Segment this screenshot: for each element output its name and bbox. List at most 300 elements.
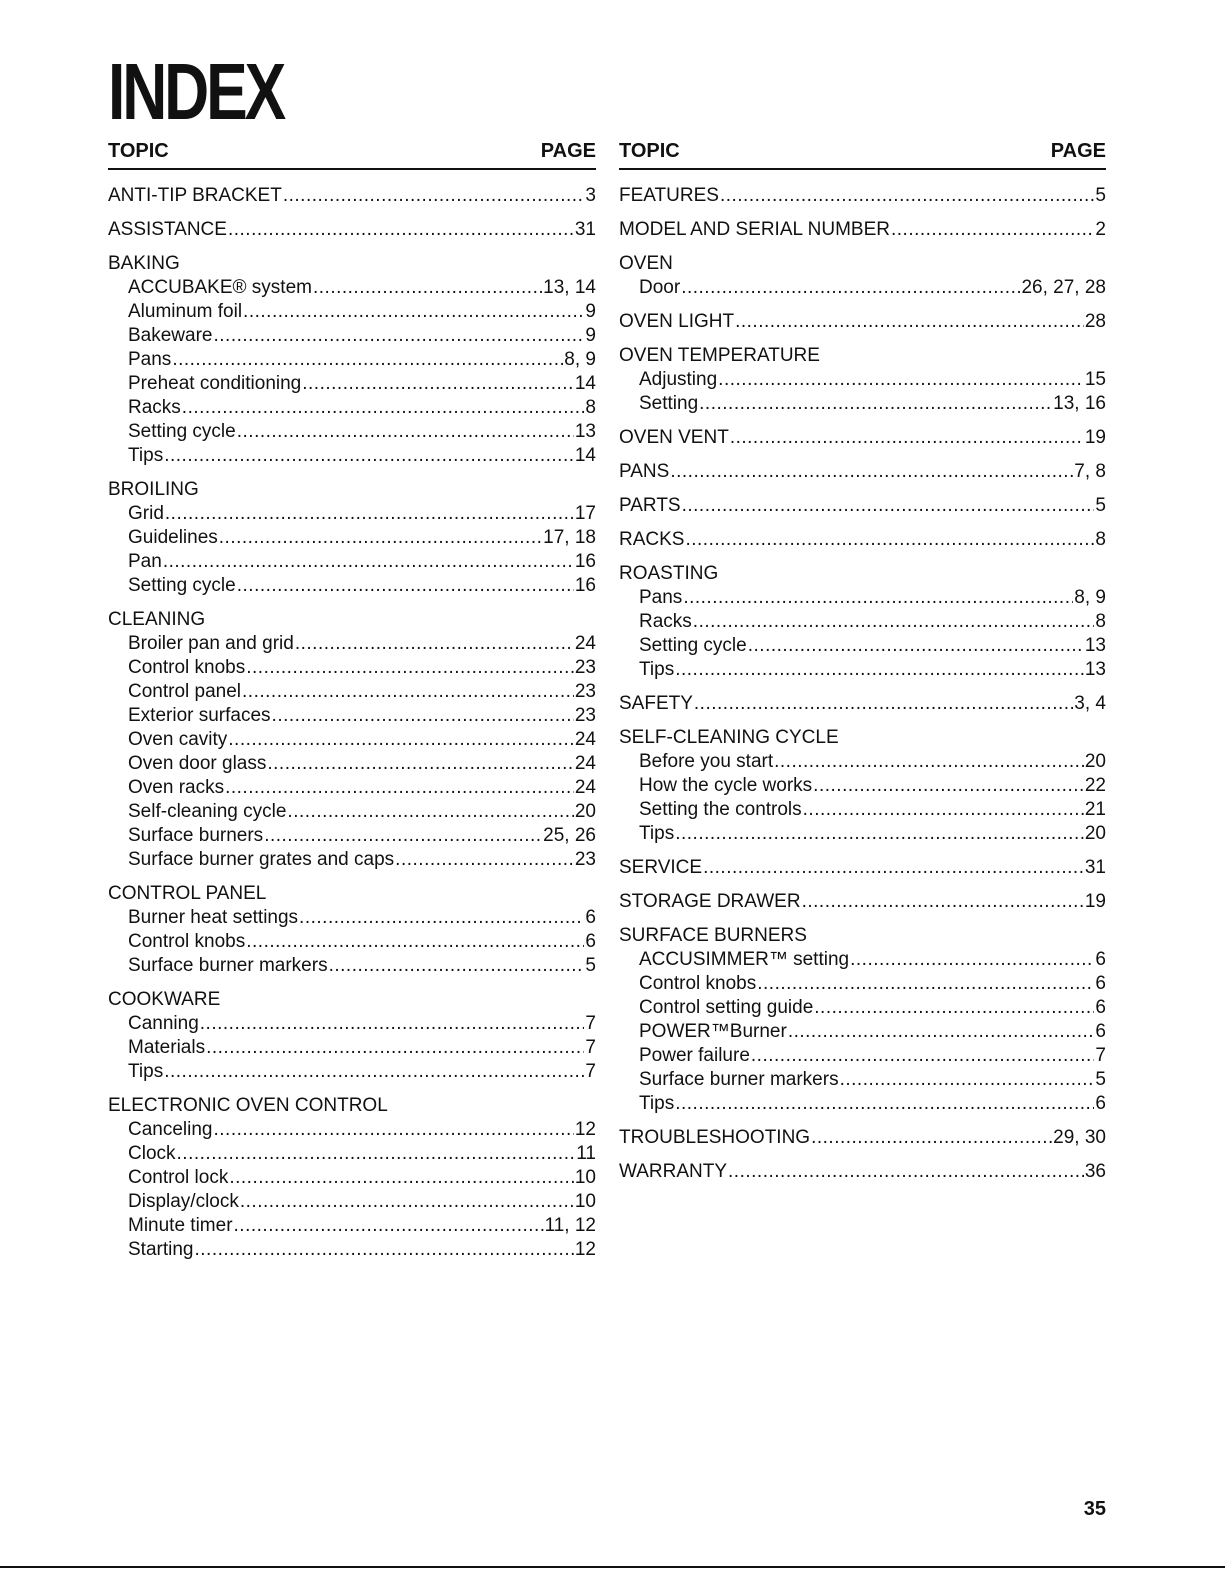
index-topic xyxy=(619,184,1106,208)
entry-label: Minute timer xyxy=(128,1215,233,1236)
index-subtopic xyxy=(619,392,1106,416)
page-ref: 31 xyxy=(574,219,596,240)
page-ref: 7, 8 xyxy=(1074,461,1106,482)
page-ref: 8, 9 xyxy=(564,349,596,370)
entry-label: Display/clock xyxy=(128,1191,239,1212)
entry-label: Surface burner markers xyxy=(128,955,328,976)
index-subtopic xyxy=(108,444,596,468)
index-subtopic xyxy=(619,658,1106,682)
entry-label: Setting xyxy=(639,393,699,414)
index-topic-heading: BROILING xyxy=(108,479,199,500)
index-topic xyxy=(619,426,1106,450)
page-ref: 5 xyxy=(585,955,596,976)
index-subtopic xyxy=(619,586,1106,610)
page-ref: 16 xyxy=(574,551,596,572)
index-group xyxy=(619,310,1106,334)
bottom-rule xyxy=(0,1566,1225,1568)
entry-label: MODEL AND SERIAL NUMBER xyxy=(619,219,890,240)
dot-leader xyxy=(813,774,1084,798)
entry-label: SERVICE xyxy=(619,857,703,878)
entry-label: Canning xyxy=(128,1013,199,1034)
index-subtopic xyxy=(108,1190,596,1214)
index-group xyxy=(108,252,596,468)
entry-label: Tips xyxy=(639,1093,675,1114)
index-group xyxy=(619,890,1106,914)
page-ref: 15 xyxy=(1084,369,1106,390)
entry-label: Pans xyxy=(128,349,172,370)
entry-label: Burner heat settings xyxy=(128,907,299,928)
page-ref: 12 xyxy=(574,1119,596,1140)
entry-label: Control knobs xyxy=(639,973,757,994)
index-topic-heading: ROASTING xyxy=(619,563,719,584)
entry-label: Starting xyxy=(128,1239,194,1260)
dot-leader xyxy=(675,822,1084,846)
entry-label: Materials xyxy=(128,1037,206,1058)
page-ref: 14 xyxy=(574,445,596,466)
index-group xyxy=(619,1126,1106,1150)
dot-leader xyxy=(774,750,1084,774)
index-subtopic xyxy=(619,1044,1106,1068)
entry-label: Tips xyxy=(639,823,675,844)
index-subtopic xyxy=(619,1020,1106,1044)
dot-leader xyxy=(730,426,1084,450)
index-subtopic xyxy=(108,324,596,348)
entry-label: Canceling xyxy=(128,1119,213,1140)
entry-label: Before you start xyxy=(639,751,774,772)
page-ref: 13, 16 xyxy=(1053,393,1106,414)
dot-leader xyxy=(214,1118,574,1142)
dot-leader xyxy=(395,848,574,872)
index-subtopic xyxy=(619,1092,1106,1116)
page-ref: 6 xyxy=(585,907,596,928)
index-subtopic xyxy=(619,972,1106,996)
dot-leader xyxy=(172,348,563,372)
page-ref: 6 xyxy=(1095,949,1106,970)
page-header: PAGE xyxy=(540,140,596,162)
index-subtopic xyxy=(108,752,596,776)
dot-leader xyxy=(302,372,574,396)
dot-leader xyxy=(694,692,1073,716)
index-group xyxy=(619,726,1106,846)
entry-label: Bakeware xyxy=(128,325,213,346)
entry-label: POWER™Burner xyxy=(639,1021,787,1042)
page-ref: 6 xyxy=(1095,1021,1106,1042)
page-ref: 8, 9 xyxy=(1074,587,1106,608)
dot-leader xyxy=(182,396,585,420)
page-ref: 36 xyxy=(1084,1161,1106,1182)
dot-leader xyxy=(675,1092,1094,1116)
index-group xyxy=(108,608,596,872)
entry-label: ASSISTANCE xyxy=(108,219,227,240)
entry-label: STORAGE DRAWER xyxy=(619,891,801,912)
page-ref: 9 xyxy=(585,325,596,346)
page-ref: 11 xyxy=(576,1143,596,1164)
page-ref: 7 xyxy=(1095,1045,1106,1066)
index-subtopic xyxy=(108,848,596,872)
dot-leader xyxy=(287,800,573,824)
entry-label: RACKS xyxy=(619,529,685,550)
index-subtopic xyxy=(619,948,1106,972)
index-group xyxy=(619,252,1106,300)
dot-leader xyxy=(237,420,574,444)
index-topic xyxy=(108,184,596,208)
entry-label: Surface burner grates and caps xyxy=(128,849,395,870)
index-group xyxy=(619,1160,1106,1184)
index-subtopic xyxy=(108,348,596,372)
dot-leader xyxy=(699,392,1052,416)
entry-label: OVEN LIGHT xyxy=(619,311,735,332)
entry-label: Aluminum foil xyxy=(128,301,243,322)
entry-label: Oven racks xyxy=(128,777,225,798)
page-ref: 17, 18 xyxy=(543,527,596,548)
index-group xyxy=(619,426,1106,450)
dot-leader xyxy=(675,658,1084,682)
page-ref: 13 xyxy=(1084,635,1106,656)
entry-label: Pans xyxy=(639,587,683,608)
index-topic-heading: OVEN TEMPERATURE xyxy=(619,345,820,366)
page-ref: 9 xyxy=(585,301,596,322)
index-group xyxy=(619,692,1106,716)
page-ref: 19 xyxy=(1084,891,1106,912)
page-ref: 20 xyxy=(574,801,596,822)
page-ref: 3 xyxy=(585,185,596,206)
entry-label: Self-cleaning cycle xyxy=(128,801,287,822)
index-subtopic xyxy=(619,798,1106,822)
page-ref: 7 xyxy=(585,1013,596,1034)
index-group xyxy=(619,528,1106,552)
index-group xyxy=(619,494,1106,518)
page-ref: 23 xyxy=(574,681,596,702)
index-topic xyxy=(619,310,1106,334)
page-ref: 17 xyxy=(574,503,596,524)
index-subtopic xyxy=(108,954,596,978)
page-ref: 25, 26 xyxy=(543,825,596,846)
page-ref: 5 xyxy=(1095,185,1106,206)
index-topic-heading: OVEN xyxy=(619,253,673,274)
entry-label: How the cycle works xyxy=(639,775,813,796)
index-group xyxy=(619,924,1106,1116)
index-topic-heading: SELF-CLEANING CYCLE xyxy=(619,727,839,748)
dot-leader xyxy=(206,1036,584,1060)
entry-label: ACCUSIMMER™ setting xyxy=(639,949,850,970)
entry-label: Preheat conditioning xyxy=(128,373,302,394)
entry-label: Setting cycle xyxy=(128,575,236,596)
topic-header: TOPIC xyxy=(108,140,169,162)
page-ref: 13, 14 xyxy=(543,277,596,298)
page-ref: 6 xyxy=(1095,973,1106,994)
dot-leader xyxy=(788,1020,1095,1044)
index-subtopic xyxy=(108,1142,596,1166)
index-subtopic xyxy=(108,574,596,598)
index-group xyxy=(108,882,596,978)
index-subtopic xyxy=(108,1060,596,1084)
index-subtopic xyxy=(108,1036,596,1060)
page-ref: 13 xyxy=(574,421,596,442)
entry-label: Control lock xyxy=(128,1167,229,1188)
index-subtopic xyxy=(108,728,596,752)
index-subtopic xyxy=(108,1012,596,1036)
index-group xyxy=(108,988,596,1084)
entry-label: Setting cycle xyxy=(639,635,747,656)
page-ref: 31 xyxy=(1084,857,1106,878)
entry-label: Tips xyxy=(128,1061,164,1082)
page-ref: 7 xyxy=(585,1061,596,1082)
index-group xyxy=(619,460,1106,484)
dot-leader xyxy=(164,1060,584,1084)
dot-leader xyxy=(165,502,574,526)
page-number: 35 xyxy=(1083,1498,1106,1520)
dot-leader xyxy=(163,550,574,574)
page-ref: 8 xyxy=(585,397,596,418)
index-topic xyxy=(619,218,1106,242)
dot-leader xyxy=(219,526,542,550)
entry-label: Tips xyxy=(128,445,164,466)
index-group xyxy=(108,1094,596,1262)
index-subtopic xyxy=(108,824,596,848)
page-ref: 24 xyxy=(574,729,596,750)
index-subtopic xyxy=(108,704,596,728)
index-subtopic xyxy=(619,1068,1106,1092)
dot-leader xyxy=(229,1166,574,1190)
entry-label: Surface burner markers xyxy=(639,1069,839,1090)
entry-label: PARTS xyxy=(619,495,681,516)
index-entries xyxy=(619,170,1106,1184)
dot-leader xyxy=(728,1160,1084,1184)
page-ref: 11, 12 xyxy=(544,1215,596,1236)
entry-label: Pan xyxy=(128,551,162,572)
index-subtopic xyxy=(619,276,1106,300)
index-subtopic xyxy=(619,368,1106,392)
index-subtopic xyxy=(619,634,1106,658)
dot-leader xyxy=(272,704,574,728)
dot-leader xyxy=(313,276,542,300)
page-ref: 8 xyxy=(1095,529,1106,550)
dot-leader xyxy=(685,528,1094,552)
topic-header: TOPIC xyxy=(619,140,680,162)
page-ref: 8 xyxy=(1095,611,1106,632)
entry-label: ACCUBAKE® system xyxy=(128,277,312,298)
page-ref: 23 xyxy=(574,705,596,726)
dot-leader xyxy=(214,324,585,348)
page-ref: 2 xyxy=(1095,219,1106,240)
dot-leader xyxy=(329,954,585,978)
index-subtopic xyxy=(108,1214,596,1238)
index-subtopic xyxy=(108,300,596,324)
entry-label: Adjusting xyxy=(639,369,718,390)
index-topic-heading: CONTROL PANEL xyxy=(108,883,267,904)
index-column-right xyxy=(619,140,1106,1194)
index-subtopic xyxy=(108,930,596,954)
page-title: INDEX xyxy=(108,47,284,136)
dot-leader xyxy=(840,1068,1095,1092)
entry-label: Control knobs xyxy=(128,931,246,952)
index-subtopic xyxy=(108,656,596,680)
index-subtopic xyxy=(619,822,1106,846)
dot-leader xyxy=(703,856,1084,880)
dot-leader xyxy=(751,1044,1095,1068)
entry-label: Door xyxy=(639,277,681,298)
dot-leader xyxy=(811,1126,1052,1150)
dot-leader xyxy=(720,184,1094,208)
page-ref: 26, 27, 28 xyxy=(1021,277,1106,298)
dot-leader xyxy=(267,752,574,776)
index-topic xyxy=(619,856,1106,880)
dot-leader xyxy=(237,574,574,598)
page-ref: 23 xyxy=(574,657,596,678)
dot-leader xyxy=(240,1190,574,1214)
dot-leader xyxy=(200,1012,585,1036)
dot-leader xyxy=(683,586,1073,610)
dot-leader xyxy=(194,1238,573,1262)
index-topic-heading: SURFACE BURNERS xyxy=(619,925,807,946)
entry-label: TROUBLESHOOTING xyxy=(619,1127,811,1148)
index-subtopic xyxy=(108,680,596,704)
entry-label: Clock xyxy=(128,1143,176,1164)
dot-leader xyxy=(164,444,574,468)
dot-leader xyxy=(177,1142,576,1166)
index-subtopic xyxy=(619,750,1106,774)
dot-leader xyxy=(228,728,574,752)
index-subtopic xyxy=(619,610,1106,634)
dot-leader xyxy=(682,494,1095,518)
index-group xyxy=(619,184,1106,208)
dot-leader xyxy=(814,996,1094,1020)
page-ref: 24 xyxy=(574,633,596,654)
dot-leader xyxy=(748,634,1084,658)
index-group xyxy=(619,562,1106,682)
dot-leader xyxy=(802,890,1084,914)
page-ref: 6 xyxy=(1095,1093,1106,1114)
dot-leader xyxy=(234,1214,544,1238)
dot-leader xyxy=(246,930,584,954)
entry-label: Control knobs xyxy=(128,657,246,678)
index-topic xyxy=(619,692,1106,716)
page-ref: 3, 4 xyxy=(1074,693,1106,714)
page-ref: 10 xyxy=(574,1167,596,1188)
index-subtopic xyxy=(108,776,596,800)
index-subtopic xyxy=(108,396,596,420)
dot-leader xyxy=(718,368,1084,392)
page-ref: 5 xyxy=(1095,1069,1106,1090)
index-group xyxy=(619,218,1106,242)
index-subtopic xyxy=(108,632,596,656)
page-ref: 28 xyxy=(1084,311,1106,332)
page-ref: 22 xyxy=(1084,775,1106,796)
dot-leader xyxy=(246,656,574,680)
page-ref: 6 xyxy=(1095,997,1106,1018)
page-ref: 12 xyxy=(574,1239,596,1260)
dot-leader xyxy=(242,680,574,704)
page-ref: 7 xyxy=(585,1037,596,1058)
index-entries xyxy=(108,170,596,1262)
index-subtopic xyxy=(108,502,596,526)
entry-label: Setting the controls xyxy=(639,799,802,820)
dot-leader xyxy=(243,300,584,324)
index-subtopic xyxy=(108,1166,596,1190)
index-topic-heading: COOKWARE xyxy=(108,989,221,1010)
dot-leader xyxy=(803,798,1084,822)
page-ref: 6 xyxy=(585,931,596,952)
entry-label: Exterior surfaces xyxy=(128,705,271,726)
entry-label: ANTI-TIP BRACKET xyxy=(108,185,282,206)
dot-leader xyxy=(228,218,574,242)
entry-label: Guidelines xyxy=(128,527,218,548)
entry-label: Racks xyxy=(128,397,181,418)
dot-leader xyxy=(681,276,1020,300)
entry-label: Setting cycle xyxy=(128,421,236,442)
entry-label: Control setting guide xyxy=(639,997,814,1018)
entry-label: PANS xyxy=(619,461,670,482)
index-group xyxy=(108,478,596,598)
index-subtopic xyxy=(108,526,596,550)
index-group xyxy=(108,184,596,208)
index-subtopic xyxy=(108,1238,596,1262)
page-ref: 10 xyxy=(574,1191,596,1212)
dot-leader xyxy=(264,824,542,848)
dot-leader xyxy=(299,906,584,930)
index-topic-heading: BAKING xyxy=(108,253,180,274)
page-ref: 24 xyxy=(574,777,596,798)
page-ref: 24 xyxy=(574,753,596,774)
index-subtopic xyxy=(108,906,596,930)
index-subtopic xyxy=(108,800,596,824)
entry-label: Surface burners xyxy=(128,825,264,846)
page-ref: 21 xyxy=(1084,799,1106,820)
index-subtopic xyxy=(108,420,596,444)
dot-leader xyxy=(850,948,1094,972)
index-topic xyxy=(619,494,1106,518)
index-subtopic xyxy=(108,550,596,574)
dot-leader xyxy=(670,460,1073,484)
entry-label: FEATURES xyxy=(619,185,719,206)
index-group xyxy=(108,218,596,242)
entry-label: SAFETY xyxy=(619,693,693,714)
page-ref: 20 xyxy=(1084,751,1106,772)
dot-leader xyxy=(891,218,1094,242)
index-subtopic xyxy=(108,1118,596,1142)
index-topic xyxy=(619,1126,1106,1150)
index-column-left xyxy=(108,140,596,1272)
index-topic-heading: ELECTRONIC OVEN CONTROL xyxy=(108,1095,388,1116)
dot-leader xyxy=(295,632,574,656)
page-ref: 14 xyxy=(574,373,596,394)
index-subtopic xyxy=(108,276,596,300)
dot-leader xyxy=(693,610,1095,634)
dot-leader xyxy=(735,310,1084,334)
page-ref: 13 xyxy=(1084,659,1106,680)
column-header xyxy=(619,140,1106,170)
index-topic xyxy=(619,460,1106,484)
column-header xyxy=(108,140,596,170)
index-topic xyxy=(619,528,1106,552)
entry-label: Grid xyxy=(128,503,164,524)
entry-label: Oven cavity xyxy=(128,729,228,750)
index-topic xyxy=(619,890,1106,914)
page-ref: 16 xyxy=(574,575,596,596)
dot-leader xyxy=(225,776,574,800)
index-group xyxy=(619,856,1106,880)
entry-label: Broiler pan and grid xyxy=(128,633,294,654)
entry-label: Power failure xyxy=(639,1045,750,1066)
entry-label: WARRANTY xyxy=(619,1161,728,1182)
page-header: PAGE xyxy=(1050,140,1106,162)
page-ref: 19 xyxy=(1084,427,1106,448)
entry-label: Control panel xyxy=(128,681,242,702)
page-ref: 23 xyxy=(574,849,596,870)
index-subtopic xyxy=(619,774,1106,798)
page-ref: 20 xyxy=(1084,823,1106,844)
dot-leader xyxy=(757,972,1094,996)
